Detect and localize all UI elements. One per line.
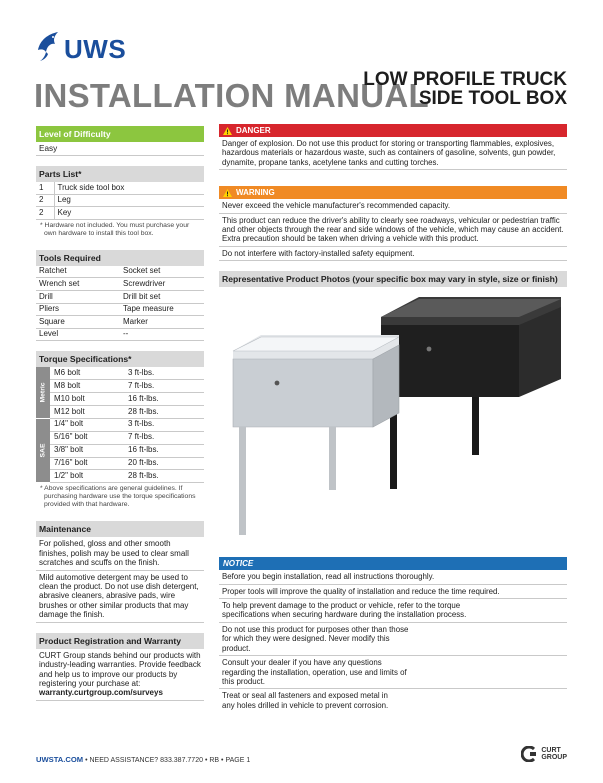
part-qty: 2 <box>36 194 54 207</box>
warning-triangle-icon <box>223 127 232 135</box>
table-row <box>50 367 204 379</box>
notice-item: Do not use this product for purposes other than those for which they were designed. Never modify this product. <box>219 623 567 656</box>
table-row <box>36 303 204 316</box>
parts-heading: Parts List* <box>36 166 204 182</box>
torque-value: 7 ft-lbs. <box>124 380 204 393</box>
maintenance-text-2: Mild automotive detergent may be used to clean the product. Do not use dish detergent, abrasive cleaners, abrasive pads, wire brushes or other similar products that may damage the finish. <box>36 571 204 623</box>
tool-cell: Square <box>36 316 120 329</box>
maintenance-heading: Maintenance <box>36 521 204 537</box>
photos-section <box>219 271 567 547</box>
metric-label <box>36 367 50 419</box>
bolt-size: 3/8" bolt <box>50 444 124 457</box>
tools-table <box>36 266 204 342</box>
tool-cell: Level <box>36 328 120 341</box>
warning-item: Do not interfere with factory-installed safety equipment. <box>219 247 567 261</box>
difficulty-heading: Level of Difficulty <box>36 126 204 142</box>
danger-section <box>219 124 567 170</box>
product-photos <box>219 287 567 547</box>
bolt-size: M8 bolt <box>50 380 124 393</box>
footer-separator: • <box>204 757 210 764</box>
tool-cell: Pliers <box>36 303 120 316</box>
difficulty-value: Easy <box>36 142 204 156</box>
table-row <box>50 444 204 457</box>
footer-assist: NEED ASSISTANCE? <box>89 757 159 764</box>
warning-triangle-icon <box>223 189 232 197</box>
table-row <box>50 431 204 444</box>
warranty-link[interactable]: warranty.curtgroup.com/surveys <box>39 688 163 698</box>
product-title-line2: SIDE TOOL BOX <box>418 88 567 109</box>
warning-section <box>219 186 567 261</box>
difficulty-section <box>36 126 204 156</box>
tool-cell: -- <box>120 328 204 341</box>
black-tool-box <box>381 297 561 489</box>
danger-text: Danger of explosion. Do not use this product for storing or transporting flammables, explosives, hazardous materials or hazardous waste, such as containers of gasoline, solvents, gun powder, dynamite, propane tanks, acetylene tanks and cutting torches. <box>219 137 567 170</box>
table-row <box>36 266 204 278</box>
curt-group-logo <box>521 746 567 762</box>
footer <box>36 755 250 764</box>
tool-cell: Drill bit set <box>120 290 204 303</box>
torque-table-wrap <box>36 367 204 483</box>
torque-value: 20 ft-lbs. <box>124 457 204 470</box>
product-title-line1: LOW PROFILE TRUCK <box>363 69 567 90</box>
notice-item: Consult your dealer if you have any questions regarding the installation, operation, use and limits of this product. <box>219 656 567 689</box>
table-row <box>50 470 204 483</box>
tool-cell: Screwdriver <box>120 278 204 291</box>
danger-label: DANGER <box>236 126 271 135</box>
tool-cell: Ratchet <box>36 266 120 278</box>
tool-cell: Wrench set <box>36 278 120 291</box>
footer-separator: • <box>221 757 226 764</box>
table-row <box>36 278 204 291</box>
tool-cell: Drill <box>36 290 120 303</box>
table-row <box>50 393 204 406</box>
danger-heading <box>219 124 567 137</box>
table-row <box>36 290 204 303</box>
bolt-size: M12 bolt <box>50 406 124 419</box>
uws-logo[interactable] <box>34 28 144 68</box>
photos-heading: Representative Product Photos (your specific box may vary in style, size or finish) <box>219 271 567 287</box>
registration-body: CURT Group stands behind our products with industry-leading warranties. Provide feedback and help us to improve our products by registering your purchase at: <box>39 650 201 688</box>
notice-item: Treat or seal all fasteners and exposed metal in any holes drilled in vehicle to prevent corrosion. <box>222 691 389 710</box>
table-row <box>36 207 204 220</box>
notice-item: Before you begin installation, read all instructions thoroughly. <box>219 570 567 584</box>
bolt-size: 1/2" bolt <box>50 470 124 483</box>
torque-value: 16 ft-lbs. <box>124 444 204 457</box>
torque-heading: Torque Specifications* <box>36 351 204 367</box>
table-row <box>50 406 204 419</box>
table-row <box>36 316 204 329</box>
notice-label: NOTICE <box>223 559 254 569</box>
swordfish-icon <box>34 28 64 64</box>
torque-value: 3 ft-lbs. <box>124 418 204 431</box>
footer-site-link[interactable]: UWSTA.COM <box>36 755 84 764</box>
registration-heading: Product Registration and Warranty <box>36 633 204 649</box>
torque-value: 7 ft-lbs. <box>124 431 204 444</box>
curt-text <box>541 747 567 761</box>
torque-value: 3 ft-lbs. <box>124 367 204 379</box>
warning-item: This product can reduce the driver's ability to clearly see roadways, vehicular or pedestrian traffic and other objects through the rear and side windows of the vehicle, which may cause an accident. Extra precaution should be taken when driving a vehicle with this product. <box>219 214 567 247</box>
brand-name: UWS <box>64 34 127 64</box>
maintenance-text-1: For polished, gloss and other smooth finishes, polish may be used to clear small scratches and scuffs on the finish. <box>36 537 204 570</box>
notice-item: To help prevent damage to the product or vehicle, refer to the torque specifications when securing hardware during the installation process. <box>219 599 567 623</box>
bolt-size: M6 bolt <box>50 367 124 379</box>
tool-cell: Tape measure <box>120 303 204 316</box>
table-row <box>50 418 204 431</box>
sae-label-text: SAE <box>39 443 47 458</box>
notice-item: Proper tools will improve the quality of installation and reduce the time required. <box>219 585 567 599</box>
table-row <box>36 328 204 341</box>
torque-side-labels <box>36 367 50 483</box>
notice-section <box>219 557 567 712</box>
maintenance-section <box>36 521 204 622</box>
metric-label-text: Metric <box>39 382 47 403</box>
sae-label <box>36 419 50 484</box>
table-row <box>50 380 204 393</box>
table-row <box>36 194 204 207</box>
tool-cell: Marker <box>120 316 204 329</box>
torque-value: 28 ft-lbs. <box>124 470 204 483</box>
torque-section <box>36 351 204 511</box>
warning-item: Never exceed the vehicle manufacturer's recommended capacity. <box>219 199 567 213</box>
torque-note: * Above specifications are general guidelines. If purchasing hardware use the torque specifications provided with that hardware. <box>40 485 196 509</box>
table-row <box>36 182 204 194</box>
footer-separator: • <box>85 757 90 764</box>
bolt-size: M10 bolt <box>50 393 124 406</box>
silver-tool-box <box>233 335 399 535</box>
torque-table <box>50 367 204 483</box>
part-qty: 2 <box>36 207 54 220</box>
tools-heading: Tools Required <box>36 250 204 266</box>
warning-heading <box>219 186 567 199</box>
torque-value: 16 ft-lbs. <box>124 393 204 406</box>
registration-section <box>36 633 204 701</box>
tools-section <box>36 250 204 342</box>
product-title <box>337 70 567 108</box>
footer-code: RB <box>209 757 220 764</box>
footer-phone[interactable]: 833.387.7720 <box>160 757 203 764</box>
bolt-size: 7/16" bolt <box>50 457 124 470</box>
parts-note: * Hardware not included. You must purchase your own hardware to install this tool box. <box>40 221 190 237</box>
bolt-size: 5/16" bolt <box>50 431 124 444</box>
curt-line1: CURT <box>541 747 561 754</box>
part-name: Leg <box>54 194 204 207</box>
footer-page: PAGE 1 <box>225 757 251 764</box>
torque-value: 28 ft-lbs. <box>124 406 204 419</box>
bolt-size: 1/4" bolt <box>50 418 124 431</box>
notice-heading <box>219 557 567 570</box>
left-column <box>36 126 204 711</box>
curt-logo-icon <box>521 746 537 762</box>
part-qty: 1 <box>36 182 54 194</box>
part-name: Key <box>54 207 204 220</box>
manual-title: INSTALLATION MANUAL <box>34 77 429 114</box>
right-column <box>219 124 567 722</box>
parts-section <box>36 166 204 240</box>
warning-label: WARNING <box>236 188 275 198</box>
table-row <box>50 457 204 470</box>
parts-table <box>36 182 204 220</box>
registration-text <box>36 649 204 701</box>
curt-line2: GROUP <box>541 754 567 761</box>
part-name: Truck side tool box <box>54 182 204 194</box>
tool-cell: Socket set <box>120 266 204 278</box>
tool-box-photo-illustration <box>219 287 567 547</box>
